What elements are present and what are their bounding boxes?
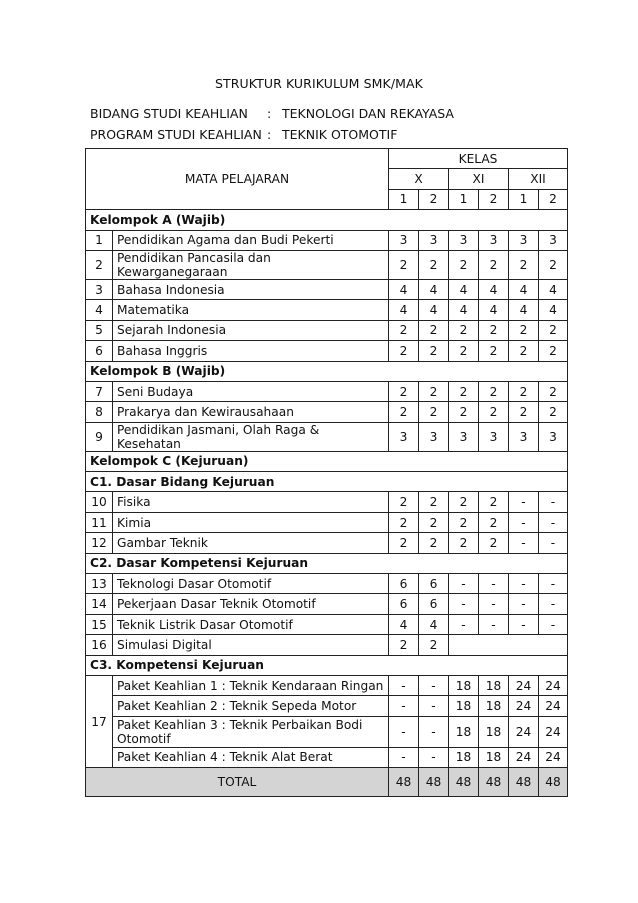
- info-value: TEKNIK OTOMOTIF: [282, 127, 398, 142]
- hours-cell: 2: [479, 512, 509, 532]
- subject-number: 6: [86, 341, 113, 361]
- subject-row: [86, 492, 568, 512]
- hours-cell: 2: [419, 492, 449, 512]
- hours-cell: 18: [449, 747, 479, 767]
- subject-name: Kimia: [113, 512, 389, 532]
- subject-number: 16: [86, 635, 113, 655]
- hours-cell: 2: [419, 381, 449, 401]
- info-bidang-studi: [90, 106, 454, 121]
- header-kelas: KELAS: [389, 149, 568, 169]
- subject-number: 5: [86, 320, 113, 340]
- header-grade-x: X: [389, 169, 449, 189]
- subject-name: Pendidikan Pancasila dan Kewarganegaraan: [113, 250, 389, 279]
- total-cell: 48: [479, 768, 509, 797]
- hours-cell: 18: [479, 747, 509, 767]
- subject-row: [86, 381, 568, 401]
- hours-cell: 24: [509, 696, 539, 716]
- hours-cell: -: [509, 492, 539, 512]
- hours-cell: 2: [479, 320, 509, 340]
- hours-cell: 2: [479, 250, 509, 279]
- hours-cell: 2: [449, 341, 479, 361]
- subject-number: 15: [86, 614, 113, 634]
- hours-cell: -: [539, 574, 568, 594]
- subject-row: [86, 635, 568, 655]
- info-label: PROGRAM STUDI KEAHLIAN: [90, 127, 262, 142]
- subject-row: [86, 716, 568, 747]
- header-semester: 2: [479, 189, 509, 209]
- hours-cell: 24: [539, 747, 568, 767]
- hours-cell: 2: [419, 320, 449, 340]
- hours-cell: 3: [389, 422, 419, 451]
- header-semester: 1: [449, 189, 479, 209]
- header-semester: 1: [509, 189, 539, 209]
- subject-number: 2: [86, 250, 113, 279]
- subject-name: Simulasi Digital: [113, 635, 389, 655]
- hours-cell: 2: [509, 250, 539, 279]
- hours-cell: 18: [449, 696, 479, 716]
- hours-cell: -: [389, 716, 419, 747]
- hours-cell: 2: [479, 492, 509, 512]
- hours-cell: -: [539, 614, 568, 634]
- hours-cell: 4: [539, 279, 568, 299]
- hours-cell: 4: [419, 279, 449, 299]
- hours-cell: 2: [419, 341, 449, 361]
- hours-cell: -: [449, 594, 479, 614]
- hours-cell: -: [449, 614, 479, 634]
- hours-cell: 2: [419, 512, 449, 532]
- hours-cell: -: [509, 533, 539, 553]
- hours-cell: 3: [449, 422, 479, 451]
- hours-cell: 2: [389, 402, 419, 422]
- subject-name: Fisika: [113, 492, 389, 512]
- hours-cell: 3: [509, 422, 539, 451]
- info-value: TEKNOLOGI DAN REKAYASA: [282, 106, 454, 121]
- total-label: TOTAL: [86, 768, 389, 797]
- hours-cell: 24: [509, 747, 539, 767]
- header-semester: 1: [389, 189, 419, 209]
- subject-row: [86, 614, 568, 634]
- subject-number: 11: [86, 512, 113, 532]
- hours-cell: 3: [419, 230, 449, 250]
- total-cell: 48: [509, 768, 539, 797]
- subject-row: [86, 320, 568, 340]
- subject-name: Paket Keahlian 3 : Teknik Perbaikan Bodi Otomotif: [113, 716, 389, 747]
- hours-cell: 18: [479, 696, 509, 716]
- subject-name: Matematika: [113, 300, 389, 320]
- hours-cell: 24: [509, 675, 539, 695]
- subject-number: 14: [86, 594, 113, 614]
- hours-cell: 2: [449, 250, 479, 279]
- info-separator: :: [267, 127, 272, 142]
- hours-cell: -: [539, 594, 568, 614]
- subject-number: 12: [86, 533, 113, 553]
- hours-cell: 2: [419, 402, 449, 422]
- subject-name: Bahasa Indonesia: [113, 279, 389, 299]
- subject-row: [86, 250, 568, 279]
- subject-name: Bahasa Inggris: [113, 341, 389, 361]
- subject-number: 17: [86, 675, 113, 767]
- hours-cell: 4: [389, 614, 419, 634]
- hours-cell: 3: [419, 422, 449, 451]
- hours-cell: 4: [449, 279, 479, 299]
- group-c3-title: C3. Kompetensi Kejuruan: [86, 655, 568, 675]
- hours-cell: 2: [389, 250, 419, 279]
- total-cell: 48: [389, 768, 419, 797]
- subject-row: [86, 574, 568, 594]
- hours-cell: -: [509, 574, 539, 594]
- hours-cell: 2: [449, 512, 479, 532]
- subject-number: 8: [86, 402, 113, 422]
- hours-cell: 24: [539, 675, 568, 695]
- hours-cell: 3: [479, 422, 509, 451]
- info-program-studi: [90, 127, 397, 142]
- empty-cell: [449, 635, 568, 655]
- hours-cell: 2: [509, 341, 539, 361]
- subject-name: Teknik Listrik Dasar Otomotif: [113, 614, 389, 634]
- subject-row: [86, 230, 568, 250]
- hours-cell: 2: [449, 402, 479, 422]
- hours-cell: -: [419, 696, 449, 716]
- hours-cell: -: [509, 512, 539, 532]
- hours-cell: -: [539, 512, 568, 532]
- hours-cell: 18: [479, 675, 509, 695]
- hours-cell: 3: [539, 422, 568, 451]
- subject-number: 7: [86, 381, 113, 401]
- subject-number: 9: [86, 422, 113, 451]
- hours-cell: -: [479, 574, 509, 594]
- group-c1-title: C1. Dasar Bidang Kejuruan: [86, 472, 568, 492]
- subject-row: [86, 422, 568, 451]
- header-grade-xii: XII: [509, 169, 568, 189]
- group-c3-row: [86, 655, 568, 675]
- header-grade-xi: XI: [449, 169, 509, 189]
- hours-cell: 2: [539, 250, 568, 279]
- hours-cell: 2: [539, 381, 568, 401]
- hours-cell: 6: [419, 594, 449, 614]
- hours-cell: 2: [389, 533, 419, 553]
- subject-row: [86, 512, 568, 532]
- subject-row: [86, 402, 568, 422]
- hours-cell: 2: [479, 381, 509, 401]
- hours-cell: 2: [389, 492, 419, 512]
- hours-cell: 18: [449, 716, 479, 747]
- hours-cell: -: [479, 614, 509, 634]
- subject-name: Pendidikan Jasmani, Olah Raga & Kesehatan: [113, 422, 389, 451]
- hours-cell: 18: [479, 716, 509, 747]
- subject-name: Teknologi Dasar Otomotif: [113, 574, 389, 594]
- group-c2-row: [86, 553, 568, 573]
- total-cell: 48: [449, 768, 479, 797]
- subject-name: Paket Keahlian 4 : Teknik Alat Berat: [113, 747, 389, 767]
- hours-cell: 2: [419, 250, 449, 279]
- subject-name: Paket Keahlian 1 : Teknik Kendaraan Ringan: [113, 675, 389, 695]
- subject-row: [86, 594, 568, 614]
- hours-cell: 4: [449, 300, 479, 320]
- group-c-title: Kelompok C (Kejuruan): [86, 451, 568, 471]
- hours-cell: 2: [449, 381, 479, 401]
- header-semester: 2: [539, 189, 568, 209]
- info-separator: :: [267, 106, 272, 121]
- hours-cell: 3: [509, 230, 539, 250]
- hours-cell: 2: [509, 381, 539, 401]
- hours-cell: 6: [389, 594, 419, 614]
- header-row-kelas: [86, 149, 568, 169]
- subject-name: Gambar Teknik: [113, 533, 389, 553]
- hours-cell: 2: [539, 402, 568, 422]
- hours-cell: 4: [419, 614, 449, 634]
- group-a-row: [86, 210, 568, 230]
- hours-cell: -: [419, 747, 449, 767]
- hours-cell: 2: [389, 381, 419, 401]
- hours-cell: -: [539, 533, 568, 553]
- hours-cell: 2: [449, 492, 479, 512]
- total-cell: 48: [419, 768, 449, 797]
- group-b-title: Kelompok B (Wajib): [86, 361, 568, 381]
- hours-cell: -: [389, 696, 419, 716]
- hours-cell: 6: [389, 574, 419, 594]
- subject-name: Sejarah Indonesia: [113, 320, 389, 340]
- subject-row: [86, 300, 568, 320]
- header-mata-pelajaran: MATA PELAJARAN: [86, 149, 389, 210]
- subject-number: 1: [86, 230, 113, 250]
- subject-number: 13: [86, 574, 113, 594]
- group-b-row: [86, 361, 568, 381]
- curriculum-table: [85, 148, 568, 797]
- hours-cell: 6: [419, 574, 449, 594]
- hours-cell: -: [479, 594, 509, 614]
- hours-cell: 4: [419, 300, 449, 320]
- info-label: BIDANG STUDI KEAHLIAN: [90, 106, 248, 121]
- hours-cell: 4: [509, 279, 539, 299]
- hours-cell: 2: [479, 341, 509, 361]
- subject-name: Seni Budaya: [113, 381, 389, 401]
- hours-cell: 2: [539, 341, 568, 361]
- subject-row: [86, 747, 568, 767]
- hours-cell: -: [509, 614, 539, 634]
- hours-cell: 2: [479, 402, 509, 422]
- hours-cell: 4: [389, 279, 419, 299]
- hours-cell: -: [509, 594, 539, 614]
- subject-name: Paket Keahlian 2 : Teknik Sepeda Motor: [113, 696, 389, 716]
- subject-row: [86, 533, 568, 553]
- hours-cell: 4: [389, 300, 419, 320]
- hours-cell: 2: [449, 320, 479, 340]
- subject-row: [86, 279, 568, 299]
- hours-cell: 2: [419, 635, 449, 655]
- hours-cell: 24: [509, 716, 539, 747]
- hours-cell: 18: [449, 675, 479, 695]
- hours-cell: 2: [449, 533, 479, 553]
- hours-cell: -: [389, 747, 419, 767]
- hours-cell: -: [389, 675, 419, 695]
- subject-number: 10: [86, 492, 113, 512]
- hours-cell: 4: [539, 300, 568, 320]
- hours-cell: 3: [479, 230, 509, 250]
- hours-cell: -: [449, 574, 479, 594]
- hours-cell: 24: [539, 716, 568, 747]
- subject-number: 4: [86, 300, 113, 320]
- header-semester: 2: [419, 189, 449, 209]
- hours-cell: 2: [509, 402, 539, 422]
- subject-row: [86, 341, 568, 361]
- subject-row: [86, 696, 568, 716]
- group-c2-title: C2. Dasar Kompetensi Kejuruan: [86, 553, 568, 573]
- hours-cell: 2: [539, 320, 568, 340]
- subject-number: 3: [86, 279, 113, 299]
- hours-cell: 2: [479, 533, 509, 553]
- hours-cell: -: [419, 675, 449, 695]
- hours-cell: 2: [509, 320, 539, 340]
- hours-cell: 4: [509, 300, 539, 320]
- hours-cell: 2: [389, 635, 419, 655]
- hours-cell: 4: [479, 279, 509, 299]
- hours-cell: 24: [539, 696, 568, 716]
- subject-name: Prakarya dan Kewirausahaan: [113, 402, 389, 422]
- page-title: STRUKTUR KURIKULUM SMK/MAK: [215, 76, 423, 91]
- subject-name: Pendidikan Agama dan Budi Pekerti: [113, 230, 389, 250]
- hours-cell: 3: [539, 230, 568, 250]
- group-c1-row: [86, 472, 568, 492]
- hours-cell: 3: [389, 230, 419, 250]
- hours-cell: -: [539, 492, 568, 512]
- hours-cell: 4: [479, 300, 509, 320]
- hours-cell: 2: [389, 512, 419, 532]
- group-a-title: Kelompok A (Wajib): [86, 210, 568, 230]
- total-row: [86, 768, 568, 797]
- hours-cell: -: [419, 716, 449, 747]
- subject-name: Pekerjaan Dasar Teknik Otomotif: [113, 594, 389, 614]
- hours-cell: 2: [389, 341, 419, 361]
- hours-cell: 2: [389, 320, 419, 340]
- hours-cell: 2: [419, 533, 449, 553]
- group-c-row: [86, 451, 568, 471]
- hours-cell: 3: [449, 230, 479, 250]
- subject-row: [86, 675, 568, 695]
- total-cell: 48: [539, 768, 568, 797]
